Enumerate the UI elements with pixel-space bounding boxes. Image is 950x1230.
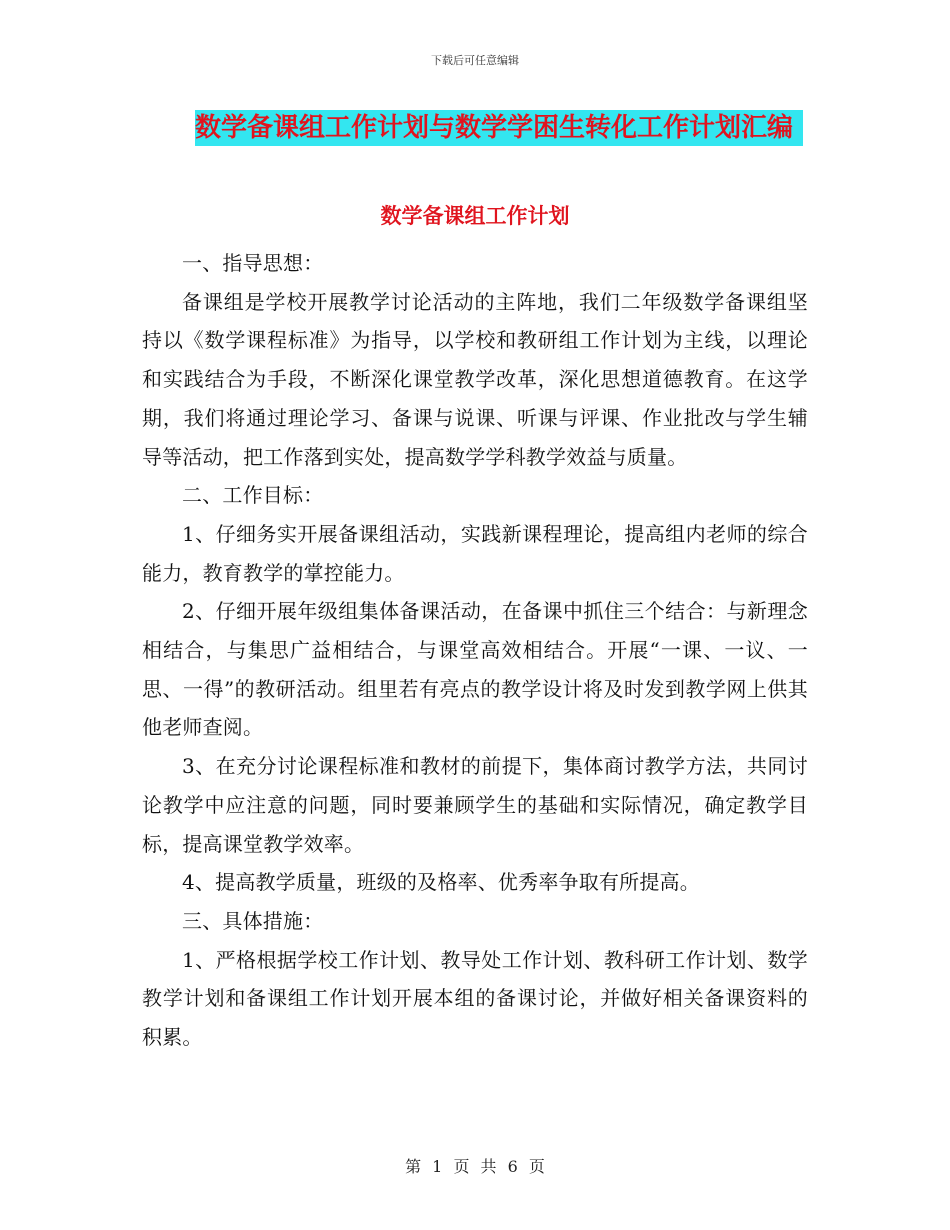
paragraph-goal-3: 3、在充分讨论课程标准和教材的前提下，集体商讨教学方法，共同讨论教学中应注意的问题，同时要兼顾学生的基础和实际情况，确定教学目标，提高课堂教学效率。 xyxy=(142,754,808,856)
document-title: 数学备课组工作计划与数学学困生转化工作计划汇编 xyxy=(195,110,803,146)
section-title: 数学备课组工作计划 xyxy=(380,204,570,228)
heading-work-goals: 二、工作目标： xyxy=(182,483,324,508)
paragraph-guiding-ideology: 备课组是学校开展教学讨论活动的主阵地，我们二年级数学备课组坚持以《数学课程标准》为指导，以学校和教研组工作计划为主线，以理论和实践结合为手段，不断深化课堂教学改革，深化思想道德教育。在这学期，我们将通过理论学习、备课与说课、听课与评课、作业批改与学生辅导等活动，把工作落到实处，提高数学学科教学效益与质量。 xyxy=(142,289,808,469)
paragraph-goal-2: 2、仔细开展年级组集体备课活动，在备课中抓住三个结合：与新理念相结合，与集思广益相结合，与课堂高效相结合。开展“一课、一议、一思、一得”的教研活动。组里若有亮点的教学设计将及时发到教学网上供其他老师查阅。 xyxy=(142,599,808,740)
header-note: 下载后可任意编辑 xyxy=(431,54,519,67)
paragraph-goal-1: 1、仔细务实开展备课组活动，实践新课程理论，提高组内老师的综合能力，教育教学的掌控能力。 xyxy=(142,521,808,585)
paragraph-goal-4: 4、提高教学质量，班级的及格率、优秀率争取有所提高。 xyxy=(182,870,700,895)
heading-guiding-ideology: 一、指导思想： xyxy=(182,251,324,275)
heading-measures: 三、具体措施： xyxy=(182,908,324,933)
document-body xyxy=(142,244,808,1057)
paragraph-measure-1: 1、严格根据学校工作计划、教导处工作计划、教科研工作计划、数学教学计划和备课组工作计划开展本组的备课讨论，并做好相关备课资料的积累。 xyxy=(142,947,808,1050)
page-number: 第 1 页 共 6 页 xyxy=(405,1157,545,1176)
